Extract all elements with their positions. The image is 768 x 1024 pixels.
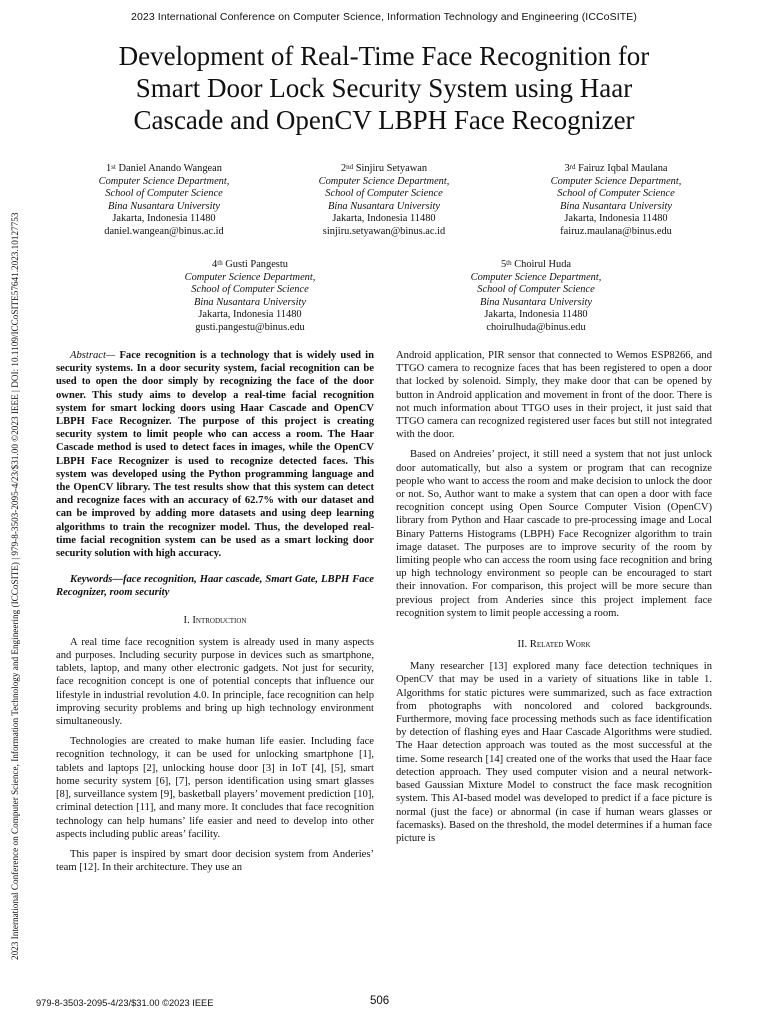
author-school: School of Computer Science	[557, 188, 675, 200]
author-university: Bina Nusantara University	[108, 200, 220, 212]
author-department: Computer Science Department,	[550, 175, 682, 187]
author-block-3	[508, 163, 724, 239]
author-university: Bina Nusantara University	[328, 200, 440, 212]
keywords: Keywords—face recognition, Haar cascade, Smart Gate, LBPH Face Recognizer, room security	[56, 574, 374, 599]
author-name: 2nd Sinjiru Setyawan	[340, 163, 428, 174]
author-block-1	[56, 163, 272, 239]
abstract-text: Face recognition is a technology that is widely used in security systems. In a door security system, facial recognition can be used to open the door simply by recognizing the face of the door owner. This study aims to develop a real-time facial recognition system for smart locking doors using Haar Cascade and OpenCV LBPH Face Recognizer. The purpose of this project is creating security system to limit people who can access a room. The Haar Cascade method is used to detect faces in images, while the OpenCV LBPH Face Recognizer is used to recognize detected faces. This system was developed using the Python programming language and the OpenCV library. The test results show that this system can detect and recognize faces with an accuracy of 62.7% with our dataset and can be improved by adding more datasets and using deep learning algorithms to train the recognizer model. Thus, the developed real-time facial recognition system can be used as a smart locking door security solution with high accuracy.	[56, 350, 374, 560]
author-department: Computer Science Department,	[470, 271, 602, 283]
author-city: Jakarta, Indonesia 11480	[198, 309, 302, 321]
author-school: School of Computer Science	[105, 188, 223, 200]
author-block-2	[276, 163, 492, 239]
author-email: daniel.wangean@binus.ac.id	[104, 225, 224, 237]
title-line: Smart Door Lock Security System using Haar	[135, 73, 633, 103]
body-paragraph: Android application, PIR sensor that connected to Wemos ESP8266, and TTGO camera to recognize faces that has been registered to open a door that locked by solenoid. Simply, they make door that can be opened by button in Android application and movement in front of the door. There is not much information about TTGO uses in their project, it just said that TTGO camera can recognized registered user faces but still not integrated with the door.	[396, 350, 712, 441]
body-paragraph: A real time face recognition system is already used in many aspects and purposes. Including security purpose in devices such as smartphone, tablets, laptop, and many other electronic gadgets. Not just for security, face recognition concept is one of potential concepts that influence our lifestyle in industrial revolution 4.0. In principle, face recognition can help improving security problems and bring up high technology environment simultaneously.	[56, 636, 374, 728]
conference-header: 2023 International Conference on Computer Science, Information Technology and Engineering (ICCoSITE)	[131, 11, 637, 23]
author-name: 4th Gusti Pangestu	[212, 259, 288, 270]
author-university: Bina Nusantara University	[194, 296, 306, 308]
author-university: Bina Nusantara University	[560, 200, 672, 212]
right-column	[396, 349, 712, 845]
author-name: 5th Choirul Huda	[500, 259, 572, 270]
section-heading-introduction: I. Introduction	[183, 614, 247, 626]
author-email: gusti.pangestu@binus.edu	[195, 321, 305, 333]
author-block-4	[142, 259, 358, 335]
body-paragraph: Many researcher [13] explored many face detection techniques in OpenCV that may be used in a variety of situations like in table 1. Algorithms for static pictures were summarized, such as face extraction from photographs with noncolored and colored backgrounds. Furthermore, moving face processing methods such as face identification by detection of flashing eyes and Haar Cascade Algorithms were studied. The Haar detection approach was touted as the most successful at the time. Some research [14] created one of the works that used the Haar face detection approach. They used computer vision and a neural network-based Gaussian Mixture Model to construct the face mask recognition system. This AI-based model was developed to predict if a face picture is normal (just the face) or abnormal (in case if human wears glasses or facemasks). Based on the threshold, the model determines if a human face picture is	[396, 661, 712, 844]
abstract-label: Abstract—	[70, 350, 116, 361]
body-paragraph: Based on Andreies’ project, it still need a system that not just unlock door automatically, but also a system or program that can recognize people who want to access the room and make decision to unlock the door or not. So, Author want to make a system that can open a door with face recognition concept using Open Source Computer Vision (OpenCV) library from Python and Haar cascade to pre-processing image and Local Binary Patterns Histograms (LBPH) Face Recognizer algorithm to train image dataset. The purposes are to improve security of the room by limiting people who can access the room using face recognition and bring up high technology environment so people can be encouraged to start their innovation. For comparison, this project will be more secure than previous project from Anderies since this project implement face recognition system to limit people accessing a room.	[396, 449, 712, 619]
page-number: 506	[370, 995, 390, 1007]
author-department: Computer Science Department,	[98, 175, 230, 187]
title-line: Development of Real-Time Face Recognition for	[118, 41, 650, 71]
author-department: Computer Science Department,	[318, 175, 450, 187]
author-email: choirulhuda@binus.edu	[486, 321, 586, 333]
left-column	[56, 349, 374, 874]
body-paragraph: This paper is inspired by smart door decision system from Anderies’ team [12]. In their architecture. They use an	[56, 848, 374, 874]
author-email: sinjiru.setyawan@binus.ac.id	[322, 225, 446, 237]
body-paragraph: Technologies are created to make human life easier. Including face recognition technology, it can be used for unlocking smartphone [1], tablets and laptops [2], unlocking house door [3] in IoT [4], [5], smart home security system [6], [7], person identification using smart glasses [8], surveillance system [9], basketball players’ movement prediction [10], criminal detection [11], and many more. It concludes that face recognition technology can help humans’ life easier and need to develop into other aspects including public areas’ facility.	[56, 736, 374, 840]
author-school: School of Computer Science	[325, 188, 443, 200]
abstract	[56, 349, 374, 560]
author-city: Jakarta, Indonesia 11480	[564, 213, 668, 225]
author-school: School of Computer Science	[191, 284, 309, 296]
footer-copyright: 979-8-3503-2095-4/23/$31.00 ©2023 IEEE	[36, 998, 214, 1008]
author-email: fairuz.maulana@binus.edu	[560, 225, 672, 237]
paper-title	[60, 40, 708, 136]
author-city: Jakarta, Indonesia 11480	[332, 213, 436, 225]
side-doi-text: 2023 International Conference on Computer Science, Information Technology and Engineering (ICCoSITE) | 979-8-3503-2095-4/23/$31.00 ©2023 IEEE | DOI: 10.1109/ICCoSITE57641.2023.10127753	[10, 212, 20, 960]
author-city: Jakarta, Indonesia 11480	[112, 213, 216, 225]
author-block-5	[428, 259, 644, 335]
author-university: Bina Nusantara University	[480, 296, 592, 308]
author-city: Jakarta, Indonesia 11480	[484, 309, 588, 321]
author-department: Computer Science Department,	[184, 271, 316, 283]
author-name: 1st Daniel Anando Wangean	[106, 163, 222, 174]
author-school: School of Computer Science	[477, 284, 595, 296]
section-heading-related-work: II. Related Work	[517, 639, 591, 651]
author-name: 3rd Fairuz Iqbal Maulana	[564, 163, 668, 174]
title-line: Cascade and OpenCV LBPH Face Recognizer	[133, 105, 635, 135]
